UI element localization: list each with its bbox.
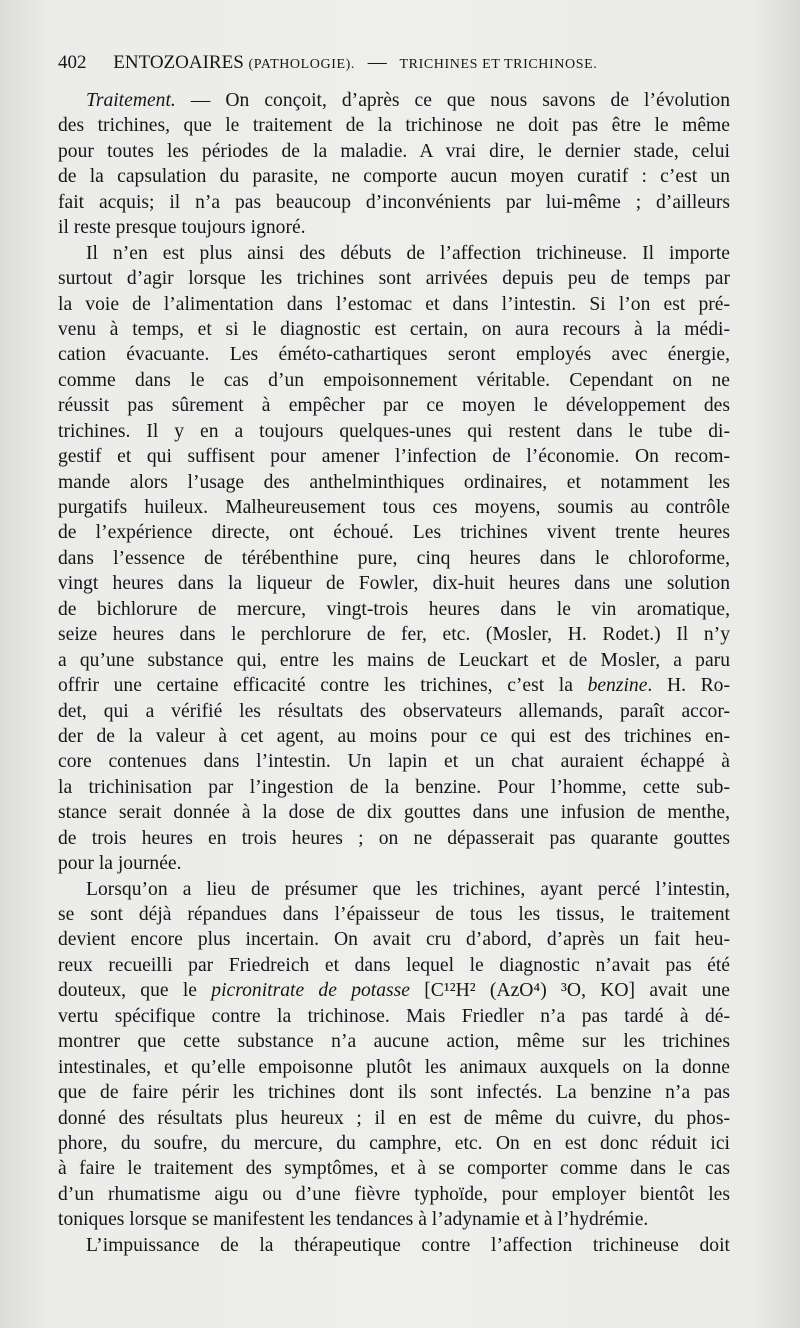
text-segment: offrir une certaine efficacité contre les trichines, c’est la xyxy=(58,675,588,697)
text-line: la voie de l’alimentation dans l’estomac et dans l’intestin. Si l’on est pré- xyxy=(58,293,730,315)
text-line: fait acquis; il n’a pas beaucoup d’inconvénients par lui-même ; d’ailleurs xyxy=(58,191,730,213)
text-line: reux recueilli par Friedreich et dans lequel le diagnostic n’avait pas été xyxy=(58,954,730,976)
text-segment: — On conçoit, d’après ce que nous savons de l’évolution xyxy=(175,90,730,111)
text-line: réussit pas sûrement à empêcher par ce moyen le développement des xyxy=(58,395,730,417)
paragraph xyxy=(58,88,730,241)
italic-term: picronitrate de potasse xyxy=(211,980,410,1002)
text-line: vingt heures dans la liqueur de Fowler, dix-huit heures dans une solution xyxy=(58,573,730,595)
text-line: intestinales, et qu’elle empoisonne plutôt les animaux auxquels on la donne xyxy=(58,1056,730,1078)
text-line: L’impuissance de la thérapeutique contre l’affection trichineuse doit xyxy=(86,1234,730,1256)
text-line: purgatifs huileux. Malheureusement tous ces moyens, soumis au contrôle xyxy=(58,497,730,518)
text-segment: [C¹²H² (AzO⁴) ³O, KO] avait une xyxy=(409,980,730,1002)
text-segment: douteux, que le xyxy=(58,980,212,1002)
text-line: Il n’en est plus ainsi des débuts de l’affection trichineuse. Il importe xyxy=(86,242,730,264)
text-line: devient encore plus incertain. On avait cru d’abord, d’après un fait heu- xyxy=(58,929,730,951)
text-line: mande alors l’usage des anthelminthiques ordinaires, et notamment les xyxy=(58,471,730,493)
text-line: vertu spécifique contre la trichinose. Mais Friedler n’a pas tardé à dé- xyxy=(58,1005,730,1027)
text-line: Lorsqu’on a lieu de présumer que les trichines, ayant percé l’intestin, xyxy=(86,878,730,900)
text-line: trichines. Il y en a toujours quelques-unes qui restent dans le tube di- xyxy=(58,420,730,442)
text-line: core contenues dans l’intestin. Un lapin et un chat auraient échappé à xyxy=(58,751,730,773)
text-line: que de faire périr les trichines dont ils sont infectés. La benzine n’a pas xyxy=(58,1082,730,1104)
text-line: surtout d’agir lorsque les trichines sont arrivées depuis peu de temps par xyxy=(58,268,730,290)
text-line: der de la valeur à cet agent, au moins pour ce qui est des trichines en- xyxy=(58,725,730,747)
running-head xyxy=(58,52,758,82)
text-line xyxy=(58,88,730,113)
text-line: donné des résultats plus heureux ; il en est de même du cuivre, du phos- xyxy=(58,1107,730,1129)
running-head-dash: — xyxy=(367,52,387,73)
text-line: toniques lorsque se manifestent les tendances à l’adynamie et à l’hydrémie. xyxy=(58,1209,649,1231)
text-line: de la capsulation du parasite, ne comporte aucun moyen curatif : c’est un xyxy=(58,166,730,188)
italic-term: benzine xyxy=(587,675,648,697)
text-line: de trois heures en trois heures ; on ne dépasserait pas quarante gouttes xyxy=(58,827,730,849)
text-line: comme dans le cas d’un empoisonnement véritable. Cependant on ne xyxy=(58,369,730,391)
page-number: 402 xyxy=(58,52,87,73)
text-line: det, qui a vérifié les résultats des observateurs allemands, paraît accor- xyxy=(58,700,730,722)
text-line: la trichinisation par l’ingestion de la benzine. Pour l’homme, cette sub- xyxy=(58,776,730,798)
text-line: phore, du soufre, du mercure, du camphre, etc. On en est donc réduit ici xyxy=(58,1132,730,1154)
text-line: se sont déjà répandues dans l’épaisseur de tous les tissus, le traitement xyxy=(58,904,730,925)
text-line: de l’expérience directe, ont échoué. Les trichines vivent trente heures xyxy=(58,522,730,544)
body-text xyxy=(58,88,730,1258)
text-line: venu à temps, et si le diagnostic est certain, on aura recours à la médi- xyxy=(58,318,730,340)
text-line: pour toutes les périodes de la maladie. A vrai dire, le dernier stade, celui xyxy=(58,140,730,162)
text-line: d’un rhumatisme aigu ou d’une fièvre typhoïde, pour employer bientôt les xyxy=(58,1183,730,1205)
text-line: montrer que cette substance n’a aucune action, même sur les trichines xyxy=(58,1031,730,1053)
text-segment: . H. Ro- xyxy=(647,675,730,697)
text-line: pour la journée. xyxy=(58,853,182,875)
paragraph xyxy=(58,1233,730,1258)
running-head-section: TRICHINES ET TRICHINOSE. xyxy=(399,57,598,72)
text-line xyxy=(58,978,730,1003)
text-line: dans l’essence de térébenthine pure, cinq heures dans le chloroforme, xyxy=(58,547,730,569)
text-line: a qu’une substance qui, entre les mains de Leuckart et de Mosler, a paru xyxy=(58,649,730,671)
text-line: à faire le traitement des symptômes, et à se comporter comme dans le cas xyxy=(58,1158,730,1180)
paragraph xyxy=(58,877,730,1233)
italic-term: Traitement. xyxy=(86,90,176,111)
running-head-subtitle: (PATHOLOGIE). xyxy=(248,57,355,72)
text-line: de bichlorure de mercure, vingt-trois heures dans le vin aromatique, xyxy=(58,598,730,620)
text-line: gestif et qui suffisent pour amener l’infection de l’économie. On recom- xyxy=(58,446,730,468)
text-line: des trichines, que le traitement de la trichinose ne doit pas être le même xyxy=(58,115,730,137)
text-line: seize heures dans le perchlorure de fer, etc. (Mosler, H. Rodet.) Il n’y xyxy=(58,624,730,646)
text-line xyxy=(58,673,730,698)
paragraph xyxy=(58,241,730,877)
text-line: stance serait donnée à la dose de dix gouttes dans une infusion de menthe, xyxy=(58,802,730,824)
running-head-title: ENTOZOAIRES xyxy=(113,52,244,73)
text-line: il reste presque toujours ignoré. xyxy=(58,217,306,239)
text-line: cation évacuante. Les éméto-cathartiques seront employés avec énergie, xyxy=(58,344,730,366)
